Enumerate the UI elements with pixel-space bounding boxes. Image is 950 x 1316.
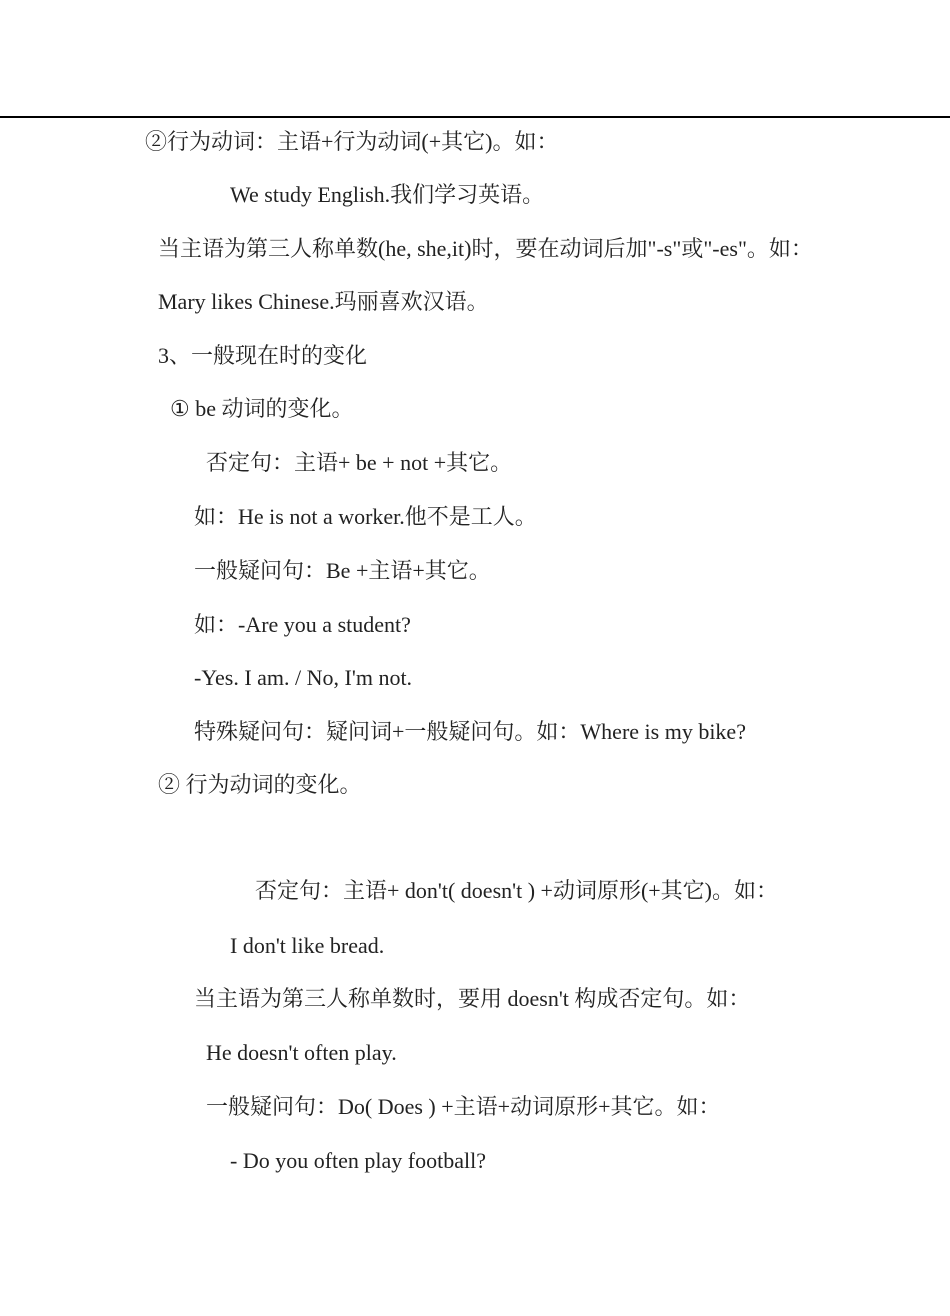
subsection-heading: ② 行为动词的变化。: [158, 772, 362, 797]
header-rule: [0, 116, 950, 118]
text-line: 如：He is not a worker.他不是工人。: [194, 504, 537, 529]
text-line: 一般疑问句：Do( Does ) +主语+动词原形+其它。如：: [206, 1094, 721, 1119]
text-line: - Do you often play football?: [230, 1148, 486, 1173]
text-line: 否定句：主语+ be + not +其它。: [206, 450, 513, 475]
section-heading: 3、一般现在时的变化: [158, 343, 368, 368]
text-line: ②行为动词：主语+行为动词(+其它)。如：: [145, 129, 559, 154]
text-line: He doesn't often play.: [206, 1040, 397, 1065]
text-line: 特殊疑问句：疑问词+一般疑问句。如：Where is my bike?: [194, 719, 746, 744]
text-line: -Yes. I am. / No, I'm not.: [194, 665, 413, 690]
text-line: 当主语为第三人称单数时，要用 doesn't 构成否定句。如：: [194, 986, 751, 1011]
subsection-heading: ① be 动词的变化。: [170, 396, 354, 421]
text-line: 如：-Are you a student?: [194, 612, 411, 637]
text-line: 一般疑问句：Be +主语+其它。: [194, 558, 491, 583]
text-line: We study English.我们学习英语。: [230, 182, 545, 207]
text-line: Mary likes Chinese.玛丽喜欢汉语。: [158, 289, 489, 314]
text-line: 当主语为第三人称单数(he, she,it)时，要在动词后加"-s"或"-es"。如：: [158, 236, 813, 261]
text-line: 否定句：主语+ don't( doesn't ) +动词原形(+其它)。如：: [255, 878, 779, 903]
text-line: I don't like bread.: [230, 933, 385, 958]
